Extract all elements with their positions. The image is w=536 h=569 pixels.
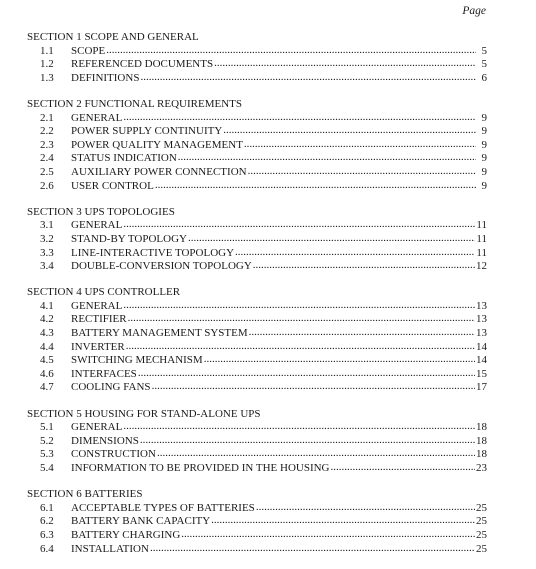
page-number: 9	[481, 125, 487, 138]
dot-leader	[248, 165, 476, 179]
clause-title: USER CONTROL	[71, 179, 154, 192]
page-number: 9	[481, 152, 487, 165]
clause-title: BATTERY CHARGING	[71, 528, 181, 541]
clause-number: 2.1	[40, 111, 54, 124]
clause-number: 4.7	[40, 381, 54, 394]
clause-number: 2.6	[40, 179, 54, 192]
clause-title: CONSTRUCTION	[71, 448, 156, 461]
clause-number: 6.1	[40, 501, 54, 514]
clause-number: 4.5	[40, 354, 54, 367]
page-number: 13	[476, 299, 487, 312]
page-number: 18	[476, 421, 487, 434]
clause-number: 4.3	[40, 327, 54, 340]
toc-entry[interactable]	[27, 260, 487, 274]
page-number: 18	[476, 434, 487, 447]
clause-number: 6.3	[40, 528, 54, 541]
dot-leader	[150, 542, 475, 556]
clause-number: 1.3	[40, 71, 54, 84]
toc-entry[interactable]	[27, 180, 487, 194]
toc-section	[27, 488, 487, 556]
dot-leader	[123, 420, 475, 434]
clause-title: COOLING FANS	[71, 381, 151, 394]
toc-entry[interactable]	[27, 152, 487, 166]
page-number: 9	[481, 138, 487, 151]
dot-leader	[253, 259, 475, 273]
clause-number: 5.1	[40, 421, 54, 434]
dot-leader	[155, 179, 476, 193]
toc-entry[interactable]	[27, 112, 487, 126]
dot-leader	[123, 111, 476, 125]
clause-title: SCOPE	[71, 44, 106, 57]
page-number: 5	[481, 44, 487, 57]
dot-leader	[331, 461, 475, 475]
page-number: 9	[481, 165, 487, 178]
clause-title: SWITCHING MECHANISM	[71, 354, 203, 367]
clause-title: DIMENSIONS	[71, 434, 139, 447]
clause-number: 6.4	[40, 542, 54, 555]
toc-entry[interactable]	[27, 166, 487, 180]
section-heading: SECTION 1 SCOPE AND GENERAL	[27, 31, 199, 43]
page-number: 18	[476, 448, 487, 461]
clause-title: REFERENCED DOCUMENTS	[71, 58, 214, 71]
clause-title: AUXILIARY POWER CONNECTION	[71, 165, 247, 178]
toc-entry[interactable]	[27, 448, 487, 462]
section-heading: SECTION 2 FUNCTIONAL REQUIREMENTS	[27, 97, 243, 110]
page-number: 5	[481, 58, 487, 71]
dot-leader	[140, 434, 475, 448]
clause-title: DEFINITIONS	[71, 71, 140, 84]
toc-entry[interactable]	[27, 435, 487, 449]
clause-title: GENERAL	[71, 299, 123, 312]
toc-entry[interactable]	[27, 219, 487, 233]
clause-number: 1.2	[40, 58, 54, 71]
page-column-label: Page	[462, 5, 486, 17]
dot-leader	[223, 124, 476, 138]
page-number: 14	[476, 354, 487, 367]
clause-title: GENERAL	[71, 421, 123, 434]
dot-leader	[204, 353, 475, 367]
clause-title: POWER SUPPLY CONTINUITY	[71, 125, 223, 138]
dot-leader	[128, 312, 475, 326]
toc-entry[interactable]	[27, 354, 487, 368]
page-number: 6	[481, 71, 487, 84]
clause-number: 3.4	[40, 260, 54, 273]
clause-title: BATTERY MANAGEMENT SYSTEM	[71, 327, 248, 340]
clause-title: RECTIFIER	[71, 313, 127, 326]
dot-leader	[126, 340, 475, 354]
dot-leader	[106, 44, 476, 58]
toc-entry[interactable]	[27, 462, 487, 476]
clause-number: 4.6	[40, 367, 54, 380]
toc-section	[27, 286, 487, 395]
section-heading: SECTION 5 HOUSING FOR STAND-ALONE UPS	[27, 407, 261, 420]
page-number: 15	[476, 367, 487, 380]
page-number: 14	[476, 340, 487, 353]
dot-leader	[123, 299, 475, 313]
dot-leader	[249, 326, 475, 340]
toc-entry[interactable]	[27, 233, 487, 247]
page-number: 17	[476, 381, 487, 394]
toc-section	[27, 98, 487, 193]
dot-leader	[214, 57, 476, 71]
section-heading: SECTION 4 UPS CONTROLLER	[27, 286, 181, 299]
dot-leader	[123, 218, 475, 232]
dot-leader	[211, 514, 475, 528]
toc-entry[interactable]	[27, 421, 487, 435]
clause-title: GENERAL	[71, 111, 123, 124]
toc-section	[27, 31, 487, 85]
section-heading: SECTION 3 UPS TOPOLOGIES	[27, 205, 175, 218]
page-number: 23	[476, 462, 487, 474]
dot-leader	[152, 380, 475, 394]
clause-title: INTERFACES	[71, 367, 137, 380]
dot-leader	[235, 246, 475, 260]
toc-entry[interactable]	[27, 300, 487, 314]
clause-title: ACCEPTABLE TYPES OF BATTERIES	[71, 501, 255, 514]
clause-number: 2.4	[40, 152, 54, 165]
clause-title: GENERAL	[71, 219, 123, 232]
page-number: 12	[476, 260, 487, 273]
toc-entry[interactable]	[27, 529, 487, 543]
toc-entry[interactable]	[27, 247, 487, 261]
toc-entry[interactable]	[27, 125, 487, 139]
clause-number: 5.2	[40, 434, 54, 447]
dot-leader	[256, 501, 475, 515]
toc-entry[interactable]	[27, 72, 487, 86]
clause-number: 2.3	[40, 138, 54, 151]
toc-entry[interactable]	[27, 341, 487, 355]
toc-entry[interactable]	[27, 58, 487, 72]
dot-leader	[138, 367, 475, 381]
toc-entry[interactable]	[27, 327, 487, 341]
section-heading: SECTION 6 BATTERIES	[27, 488, 143, 501]
clause-title: POWER QUALITY MANAGEMENT	[71, 138, 243, 151]
clause-number: 4.2	[40, 313, 54, 326]
clause-title: BATTERY BANK CAPACITY	[71, 515, 211, 528]
clause-number: 4.1	[40, 299, 54, 312]
page-number: 25	[476, 515, 487, 528]
clause-title: STATUS INDICATION	[71, 152, 177, 165]
dot-leader	[140, 71, 476, 85]
page-number: 25	[476, 528, 487, 541]
toc-section	[27, 408, 487, 476]
clause-title: INFORMATION TO BE PROVIDED IN THE HOUSING	[71, 462, 330, 474]
clause-number: 2.5	[40, 165, 54, 178]
clause-number: 2.2	[40, 125, 54, 138]
table-of-contents	[27, 31, 487, 569]
clause-number: 6.2	[40, 515, 54, 528]
dot-leader	[181, 528, 475, 542]
toc-entry[interactable]	[27, 313, 487, 327]
clause-number: 5.3	[40, 448, 54, 461]
page-number: 11	[476, 219, 487, 232]
dot-leader	[178, 151, 476, 165]
page-number: 9	[481, 111, 487, 124]
clause-number: 3.3	[40, 246, 54, 259]
dot-leader	[157, 447, 475, 461]
clause-title: DOUBLE-CONVERSION TOPOLOGY	[71, 260, 252, 273]
toc-entry[interactable]	[27, 45, 487, 59]
toc-section	[27, 206, 487, 274]
clause-number: 3.2	[40, 232, 54, 245]
toc-entry[interactable]	[27, 502, 487, 516]
clause-title: INSTALLATION	[71, 542, 149, 555]
clause-number: 1.1	[40, 44, 54, 57]
dot-leader	[244, 138, 476, 152]
page-number: 13	[476, 313, 487, 326]
clause-title: LINE-INTERACTIVE TOPOLOGY	[71, 246, 235, 259]
page-number: 9	[481, 179, 487, 192]
page-number: 25	[476, 542, 487, 555]
toc-entry[interactable]	[27, 543, 487, 557]
clause-number: 3.1	[40, 219, 54, 232]
clause-title: STAND-BY TOPOLOGY	[71, 232, 187, 245]
toc-entry[interactable]	[27, 515, 487, 529]
clause-number: 4.4	[40, 340, 54, 353]
page-number: 11	[476, 246, 487, 259]
page-number: 11	[476, 232, 487, 245]
toc-entry[interactable]	[27, 381, 487, 395]
toc-entry[interactable]	[27, 139, 487, 153]
dot-leader	[188, 232, 475, 246]
page-number: 13	[476, 327, 487, 340]
clause-title: INVERTER	[71, 340, 125, 353]
page-number: 25	[476, 501, 487, 514]
toc-entry[interactable]	[27, 368, 487, 382]
clause-number: 5.4	[40, 462, 54, 474]
